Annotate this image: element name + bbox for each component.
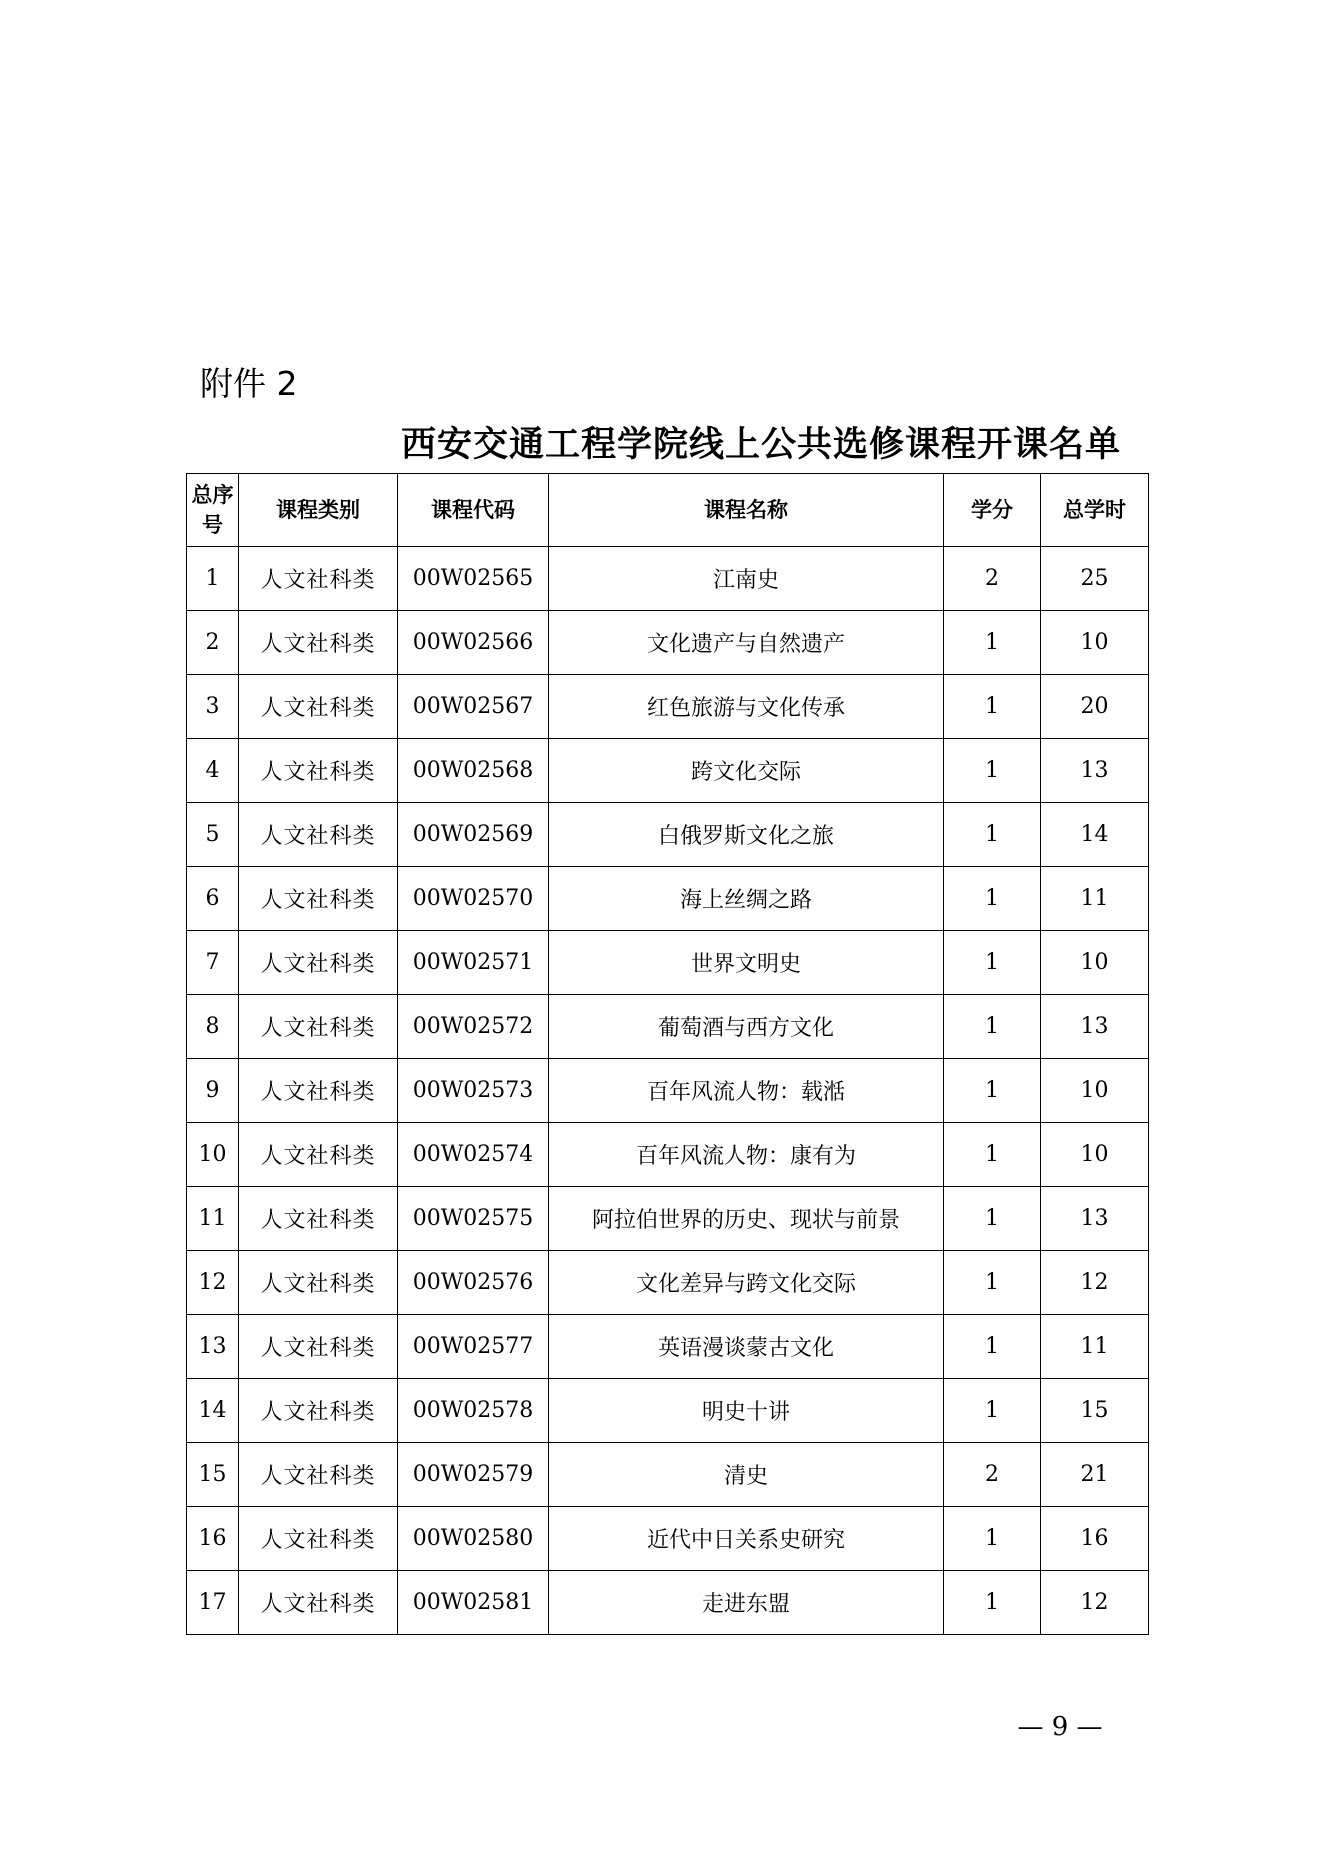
table-row: [187, 803, 1149, 867]
cell-category: 人文社科类: [239, 995, 398, 1059]
table-row: [187, 611, 1149, 675]
cell-index: 4: [187, 739, 239, 803]
cell-credits: 1: [944, 611, 1041, 675]
cell-category: 人文社科类: [239, 611, 398, 675]
cell-code: 00W02578: [398, 1379, 549, 1443]
cell-index: 12: [187, 1251, 239, 1315]
cell-code: 00W02573: [398, 1059, 549, 1123]
cell-hours: 11: [1041, 1315, 1149, 1379]
cell-index: 3: [187, 675, 239, 739]
cell-category: 人文社科类: [239, 1507, 398, 1571]
cell-credits: 1: [944, 1571, 1041, 1635]
cell-category: 人文社科类: [239, 867, 398, 931]
cell-category: 人文社科类: [239, 547, 398, 611]
table-row: [187, 1443, 1149, 1507]
attachment-label: 附件 2: [200, 364, 298, 403]
cell-name: 英语漫谈蒙古文化: [549, 1315, 944, 1379]
cell-index: 10: [187, 1123, 239, 1187]
cell-category: 人文社科类: [239, 931, 398, 995]
cell-category: 人文社科类: [239, 803, 398, 867]
cell-code: 00W02581: [398, 1571, 549, 1635]
cell-hours: 21: [1041, 1443, 1149, 1507]
cell-code: 00W02576: [398, 1251, 549, 1315]
page-number: — 9 —: [1017, 1712, 1103, 1742]
cell-hours: 16: [1041, 1507, 1149, 1571]
cell-index: 11: [187, 1187, 239, 1251]
cell-hours: 10: [1041, 1123, 1149, 1187]
table-row: [187, 1315, 1149, 1379]
cell-hours: 13: [1041, 739, 1149, 803]
table-row: [187, 547, 1149, 611]
cell-credits: 1: [944, 675, 1041, 739]
header-code: 课程代码: [398, 474, 549, 547]
cell-index: 15: [187, 1443, 239, 1507]
cell-index: 14: [187, 1379, 239, 1443]
cell-name: 阿拉伯世界的历史、现状与前景: [549, 1187, 944, 1251]
cell-code: 00W02569: [398, 803, 549, 867]
cell-code: 00W02574: [398, 1123, 549, 1187]
cell-name: 明史十讲: [549, 1379, 944, 1443]
cell-name: 红色旅游与文化传承: [549, 675, 944, 739]
cell-index: 16: [187, 1507, 239, 1571]
cell-credits: 2: [944, 547, 1041, 611]
cell-index: 6: [187, 867, 239, 931]
cell-hours: 10: [1041, 1059, 1149, 1123]
table-row: [187, 1123, 1149, 1187]
cell-code: 00W02568: [398, 739, 549, 803]
header-index-line1: 总序: [191, 483, 234, 507]
table-row: [187, 1251, 1149, 1315]
cell-index: 13: [187, 1315, 239, 1379]
cell-hours: 10: [1041, 611, 1149, 675]
cell-category: 人文社科类: [239, 1251, 398, 1315]
cell-credits: 1: [944, 1123, 1041, 1187]
table-row: [187, 1187, 1149, 1251]
table-row: [187, 867, 1149, 931]
table-row: [187, 931, 1149, 995]
cell-category: 人文社科类: [239, 1123, 398, 1187]
cell-credits: 1: [944, 1315, 1041, 1379]
cell-code: 00W02575: [398, 1187, 549, 1251]
cell-category: 人文社科类: [239, 1187, 398, 1251]
cell-name: 文化遗产与自然遗产: [549, 611, 944, 675]
cell-credits: 1: [944, 931, 1041, 995]
table-row: [187, 675, 1149, 739]
cell-name: 清史: [549, 1443, 944, 1507]
cell-code: 00W02567: [398, 675, 549, 739]
cell-credits: 1: [944, 1187, 1041, 1251]
cell-code: 00W02565: [398, 547, 549, 611]
cell-hours: 20: [1041, 675, 1149, 739]
table-header-row: [187, 474, 1149, 547]
header-index-line2: 号: [202, 513, 223, 537]
cell-credits: 1: [944, 1059, 1041, 1123]
cell-category: 人文社科类: [239, 675, 398, 739]
cell-category: 人文社科类: [239, 1315, 398, 1379]
cell-code: 00W02572: [398, 995, 549, 1059]
cell-name: 江南史: [549, 547, 944, 611]
cell-category: 人文社科类: [239, 1059, 398, 1123]
cell-credits: 1: [944, 1507, 1041, 1571]
table-row: [187, 1507, 1149, 1571]
cell-hours: 12: [1041, 1251, 1149, 1315]
cell-name: 跨文化交际: [549, 739, 944, 803]
cell-index: 7: [187, 931, 239, 995]
header-credits: 学分: [944, 474, 1041, 547]
cell-index: 9: [187, 1059, 239, 1123]
cell-name: 百年风流人物：康有为: [549, 1123, 944, 1187]
cell-credits: 1: [944, 803, 1041, 867]
table-row: [187, 995, 1149, 1059]
table-row: [187, 1379, 1149, 1443]
cell-index: 17: [187, 1571, 239, 1635]
cell-credits: 1: [944, 739, 1041, 803]
cell-name: 世界文明史: [549, 931, 944, 995]
cell-category: 人文社科类: [239, 739, 398, 803]
cell-code: 00W02579: [398, 1443, 549, 1507]
cell-index: 8: [187, 995, 239, 1059]
cell-credits: 1: [944, 1251, 1041, 1315]
table-body: [187, 547, 1149, 1635]
cell-name: 白俄罗斯文化之旅: [549, 803, 944, 867]
cell-credits: 1: [944, 995, 1041, 1059]
cell-hours: 25: [1041, 547, 1149, 611]
header-category: 课程类别: [239, 474, 398, 547]
cell-name: 文化差异与跨文化交际: [549, 1251, 944, 1315]
cell-code: 00W02570: [398, 867, 549, 931]
cell-index: 2: [187, 611, 239, 675]
cell-category: 人文社科类: [239, 1571, 398, 1635]
cell-name: 海上丝绸之路: [549, 867, 944, 931]
cell-hours: 13: [1041, 995, 1149, 1059]
table-row: [187, 1571, 1149, 1635]
cell-name: 百年风流人物：载湉: [549, 1059, 944, 1123]
cell-code: 00W02580: [398, 1507, 549, 1571]
cell-code: 00W02577: [398, 1315, 549, 1379]
cell-index: 1: [187, 547, 239, 611]
cell-name: 葡萄酒与西方文化: [549, 995, 944, 1059]
cell-credits: 1: [944, 867, 1041, 931]
cell-name: 近代中日关系史研究: [549, 1507, 944, 1571]
header-hours: 总学时: [1041, 474, 1149, 547]
cell-category: 人文社科类: [239, 1379, 398, 1443]
course-table: [186, 473, 1149, 1635]
document-title: 西安交通工程学院线上公共选修课程开课名单: [400, 425, 1121, 465]
cell-index: 5: [187, 803, 239, 867]
cell-hours: 15: [1041, 1379, 1149, 1443]
header-name: 课程名称: [549, 474, 944, 547]
cell-category: 人文社科类: [239, 1443, 398, 1507]
cell-credits: 1: [944, 1379, 1041, 1443]
cell-name: 走进东盟: [549, 1571, 944, 1635]
cell-hours: 12: [1041, 1571, 1149, 1635]
cell-hours: 10: [1041, 931, 1149, 995]
cell-credits: 2: [944, 1443, 1041, 1507]
cell-hours: 13: [1041, 1187, 1149, 1251]
cell-code: 00W02571: [398, 931, 549, 995]
cell-hours: 14: [1041, 803, 1149, 867]
table-row: [187, 739, 1149, 803]
header-index: [187, 474, 239, 547]
table-row: [187, 1059, 1149, 1123]
cell-code: 00W02566: [398, 611, 549, 675]
cell-hours: 11: [1041, 867, 1149, 931]
